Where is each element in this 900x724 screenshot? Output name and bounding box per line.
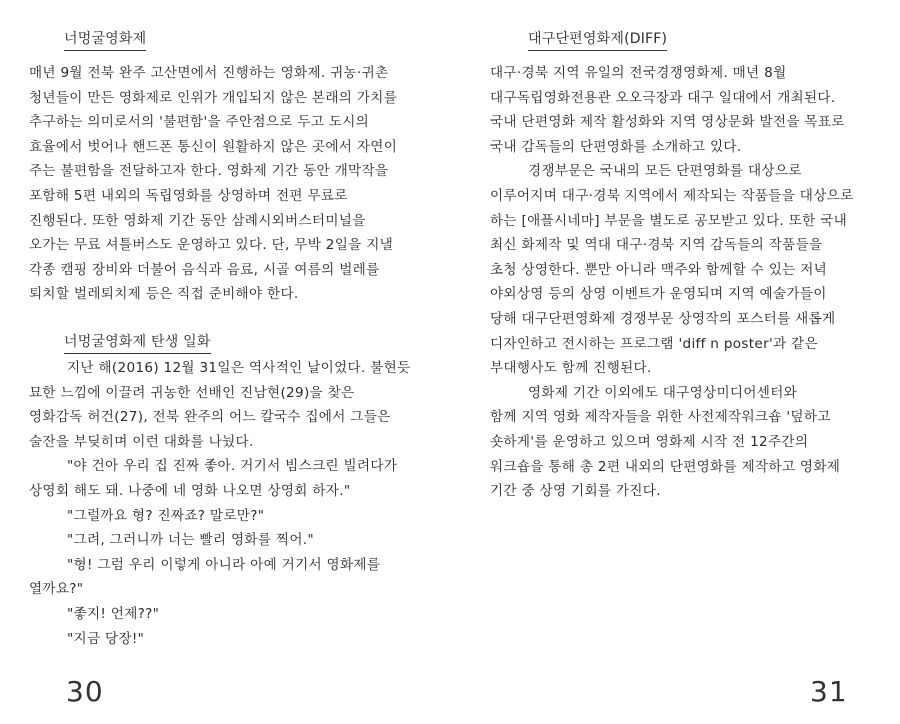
- text-line: 하는 [애플시네마] 부문을 별도로 공모받고 있다. 또한 국내: [490, 212, 848, 229]
- text-line: 오가는 무료 셔틀버스도 운영하고 있다. 단, 무박 2일을 지낼: [29, 237, 394, 254]
- text-line: 경쟁부문은 국내의 모든 단편영화를 대상으로: [528, 163, 802, 180]
- text-line: 국내 단편영화 제작 활성화와 지역 영상문화 발전을 목표로: [490, 114, 845, 131]
- text-line: 추구하는 의미로서의 '불편함'을 주안점으로 두고 도시의: [29, 114, 370, 131]
- text-line: 함께 지역 영화 제작자들을 위한 사전제작워크숍 '덮하고: [490, 409, 831, 426]
- text-line: 초청 상영한다. 뿐만 아니라 맥주와 함께할 수 있는 저녁: [490, 261, 828, 278]
- text-line: 진행된다. 또한 영화제 기간 동안 삼례시외버스터미널을: [29, 212, 366, 229]
- text-line: 최신 화제작 및 역대 대구·경북 지역 감독들의 작품들을: [490, 237, 823, 254]
- nmg-origin-story-paragraph: [29, 356, 410, 651]
- text-line: 지난 해(2016) 12월 31일은 역사적인 날이었다. 불현듯: [67, 360, 411, 376]
- text-line: 주는 불편함을 전달하고자 한다. 영화제 기간 동안 개막작을: [29, 163, 389, 180]
- text-line: 퇴치할 벌레퇴치제 등은 직접 준비해야 한다.: [29, 286, 299, 303]
- text-line: 워크숍을 통해 총 2편 내외의 단편영화를 제작하고 영화제: [490, 458, 841, 475]
- text-line: 매년 9월 전북 완주 고산면에서 진행하는 영화제. 귀농·귀촌: [29, 65, 389, 81]
- page-number-right: 31: [810, 675, 848, 708]
- text-line: 묘한 느낌에 이끌려 귀농한 선배인 진남현(29)을 찾은: [29, 384, 355, 401]
- text-line: 영화제 기간 이외에도 대구영상미디어센터와: [528, 384, 798, 401]
- section-heading-diff: 대구단편영화제(DIFF): [528, 30, 667, 51]
- dialogue-line: "야 건아 우리 집 진짜 좋아. 거기서 빔스크린 빌려다가: [67, 458, 398, 475]
- diff-paragraph: [490, 61, 854, 504]
- text-line: 디자인하고 전시하는 프로그램 'diff n poster'과 같은: [490, 335, 818, 352]
- dialogue-line: "그럴까요 형? 진짜죠? 말로만?": [67, 507, 265, 524]
- dialogue-line: "형! 그럼 우리 이렇게 아니라 아예 거기서 영화제를: [67, 556, 381, 573]
- section-heading-nmg-origin-story: 너멍굴영화제 탄생 일화: [64, 333, 211, 354]
- text-line: 야외상영 등의 상영 이벤트가 운영되며 지역 예술가들이: [490, 286, 827, 303]
- dialogue-line: 열까요?": [29, 581, 84, 598]
- text-line: 대구·경북 지역 유일의 전국경쟁영화제. 매년 8월: [490, 65, 787, 81]
- text-line: 효율에서 벗어나 핸드폰 통신이 원활하지 않은 곳에서 자연이: [29, 138, 398, 155]
- text-line: 술잔을 부딪히며 이런 대화를 나눴다.: [29, 433, 254, 450]
- text-line: 기간 중 상영 기회를 가진다.: [490, 483, 661, 500]
- text-line: 국내 감독들의 단편영화를 소개하고 있다.: [490, 138, 742, 155]
- text-line: 청년들이 만든 영화제로 인위가 개입되지 않은 본래의 가치를: [29, 89, 398, 106]
- text-line: 포함해 5편 내외의 독립영화를 상영하며 전편 무료로: [29, 187, 348, 204]
- text-line: 각종 캠핑 장비와 더불어 음식과 음료, 시골 여름의 벌레를: [29, 261, 380, 278]
- dialogue-line: 상영회 해도 돼. 나중에 네 영화 나오면 상영회 하자.": [29, 482, 351, 499]
- text-line: 이루어지며 대구·경북 지역에서 제작되는 작품들을 대상으로: [490, 187, 854, 204]
- dialogue-line: "지금 당장!": [67, 630, 145, 647]
- right-page: [450, 0, 900, 724]
- page-number-left: 30: [66, 675, 104, 708]
- text-line: 숏하게'를 운영하고 있으며 영화제 시작 전 12주간의: [490, 433, 809, 450]
- text-line: 당해 대구단편영화제 경쟁부문 상영작의 포스터를 새롭게: [490, 310, 836, 327]
- dialogue-line: "좋지! 언제??": [67, 605, 160, 622]
- dialogue-line: "그려, 그러니까 너는 빨리 영화를 찍어.": [67, 532, 314, 549]
- nmg-festival-paragraph: [29, 61, 397, 307]
- section-heading-nmg-festival: 너멍굴영화제: [64, 30, 146, 51]
- text-line: 대구독립영화전용관 오오극장과 대구 일대에서 개최된다.: [490, 89, 836, 106]
- text-line: 부대행사도 함께 진행된다.: [490, 360, 652, 377]
- text-line: 영화감독 허건(27), 전북 완주의 어느 칼국수 집에서 그들은: [29, 409, 391, 426]
